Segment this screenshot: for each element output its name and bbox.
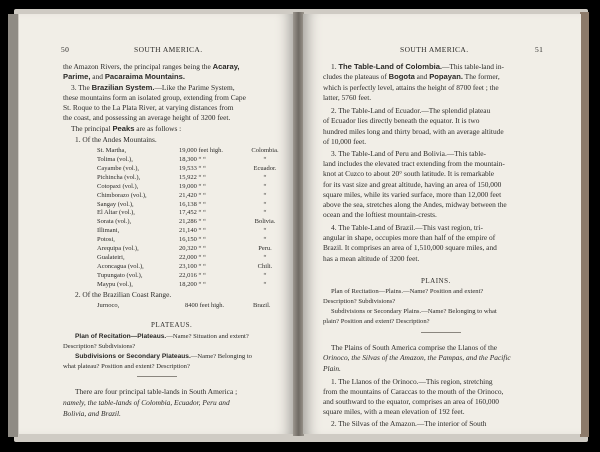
text-line: The principal Peaks are as follows :: [71, 124, 182, 133]
text-line: 3. The Table-Land of Peru and Bolivia.—This table-: [331, 149, 486, 158]
recitation-line: Description? Subdivisions?: [323, 298, 396, 305]
text-line: cludes the plateaus of Bogota and Popayan. The former,: [323, 72, 500, 81]
recitation-line: Subdivisions or Secondary Plains.—Name? Belonging to what: [331, 308, 497, 315]
text-line: 1. The Table-Land of Colombia.—This table-land in-: [331, 62, 505, 71]
text-line: Orinoco, the Silvas of the Amazon, the Pampas, and the Pacific: [323, 353, 511, 362]
text-line: Bolivia, and Brazil.: [63, 409, 121, 418]
text-line: 2. The Table-Land of Ecuador.—The splendid plateau: [331, 106, 491, 115]
coast-peak-height: 8400 feet high.: [185, 302, 225, 309]
text-line: of Ecuador lies directly beneath the equator. It is two: [323, 116, 480, 125]
text-line: of 10,000 feet.: [323, 137, 367, 146]
recitation-line: Plan of Recitation—Plains.—Name? Position and extent?: [331, 288, 484, 295]
peak-names: St. Martha, Tolima (vol.), Cayambe (vol.), Pichincha (vol.), Cotopaxi (vol.), Chimborazo (vol.), Sangay (vol.), El Altar (vol.), Sorata (vol.), Illimani, Potosi, Arequipa (vol.), Gualateiri, Aconcagua (vol.), Tupungato (vol.), Maypu (vol.),: [97, 147, 147, 288]
recitation-line: Description? Subdivisions?: [63, 343, 136, 350]
text-line: ocean and the loftiest mountain-crests.: [323, 210, 437, 219]
coast-heading: 2. Of the Brazilian Coast Range.: [75, 290, 172, 299]
text-line: and southward to the equator, comprises an area of 160,000: [323, 397, 499, 406]
text-line: for its vast size and great altitude, having an area of 150,000: [323, 180, 502, 189]
text-line: the Amazon Rivers, the principal ranges being the Acaray,: [63, 62, 240, 71]
recitation-line: Subdivisions or Secondary Plateaus.—Name? Belonging to: [75, 353, 252, 360]
text-line: square miles, with a mean elevation of 192 feet.: [323, 407, 465, 416]
text-line: 3. The Brazilian System.—Like the Parime System,: [71, 83, 235, 92]
text-line: knot at Cuzco to about 20° south latitude. It is remarkable: [323, 169, 495, 178]
text-line: The Plains of South America comprise the Llanos of the: [331, 343, 498, 352]
peak-heights: 19,000 feet high. 18,300 “ “ 19,533 “ “ 15,922 “ “ 19,000 “ “ 21,420 “ “ 16,138 “ “ 17,452 “ “ 21,286 “ “ 21,140 “ “ 16,150 “ “ 20,320 “ “ 22,000 “ “ 23,100 “ “ 22,016 “ “ 18,200 “ “: [179, 147, 224, 288]
page-number: 50: [61, 45, 70, 54]
right-page: [303, 14, 581, 434]
text-line: Parime, and Pacaraima Mountains.: [63, 72, 186, 81]
recitation-line: plain? Position and extent? Description?: [323, 318, 430, 325]
text-line: latter, 5760 feet.: [323, 93, 372, 102]
text-line: which is perfectly level, attains the height of 8700 feet ; the: [323, 83, 499, 92]
text-line: land includes the elevated tract extending from the mountain-: [323, 159, 505, 168]
text-line: There are four principal table-lands in South America ;: [75, 387, 238, 396]
coast-peak-name: Jurnoco,: [97, 302, 120, 309]
text-line: namely, the table-lands of Colombia, Ecuador, Peru and: [63, 398, 230, 407]
text-line: the coast, and possessing an average height of 3200 feet.: [63, 113, 231, 122]
text-line: from the mountains of Caraccas to the mouth of the Orinoco,: [323, 387, 504, 396]
recitation-line: what plateau? Position and extent? Description?: [63, 363, 190, 370]
page-number: 51: [535, 45, 544, 54]
running-head: SOUTH AMERICA.: [134, 45, 203, 54]
text-line: Brazil. It comprises an area of 1,510,000 square miles, and: [323, 243, 497, 252]
text-line: 1. The Llanos of the Orinoco.—This region, stretching: [331, 377, 493, 386]
divider: [421, 332, 461, 333]
text-line: hundred miles long and thirty broad, with an average altitude: [323, 127, 504, 136]
text-line: above the sea, stretches along the Andes, midway between the: [323, 200, 507, 209]
text-line: angular in shape, occupies more than half of the empire of: [323, 233, 496, 242]
text-line: has a mean altitude of 3200 feet.: [323, 254, 420, 263]
text-line: 4. The Table-Land of Brazil.—This vast region, tri-: [331, 223, 483, 232]
section-title: PLATEAUS.: [151, 321, 193, 329]
page-edges-left: [8, 14, 18, 437]
left-page: [19, 14, 294, 434]
text-line: these mountains form an isolated group, extending from Cape: [63, 93, 246, 102]
text-line: square miles, while its varied surface, more than 12,000 feet: [323, 190, 502, 199]
running-head: SOUTH AMERICA.: [400, 45, 469, 54]
text-line: 2. The Silvas of the Amazon.—The interior of South: [331, 419, 487, 428]
recitation-line: Plan of Recitation—Plateaus.—Name? Situation and extent?: [75, 333, 249, 340]
peak-countries: Colombia. “ Ecuador. “ “ “ “ “ Bolivia. “ “ Peru. “ Chili. “ “: [251, 147, 279, 288]
text-line: St. Roque to the La Plata River, at varying distances from: [63, 103, 234, 112]
text-line: Plain.: [323, 364, 341, 373]
andes-heading: 1. Of the Andes Mountains.: [75, 135, 157, 144]
page-edges-right: [580, 12, 589, 437]
divider: [137, 376, 177, 377]
section-title: PLAINS.: [421, 277, 451, 285]
coast-peak-country: Brazil.: [253, 302, 271, 309]
